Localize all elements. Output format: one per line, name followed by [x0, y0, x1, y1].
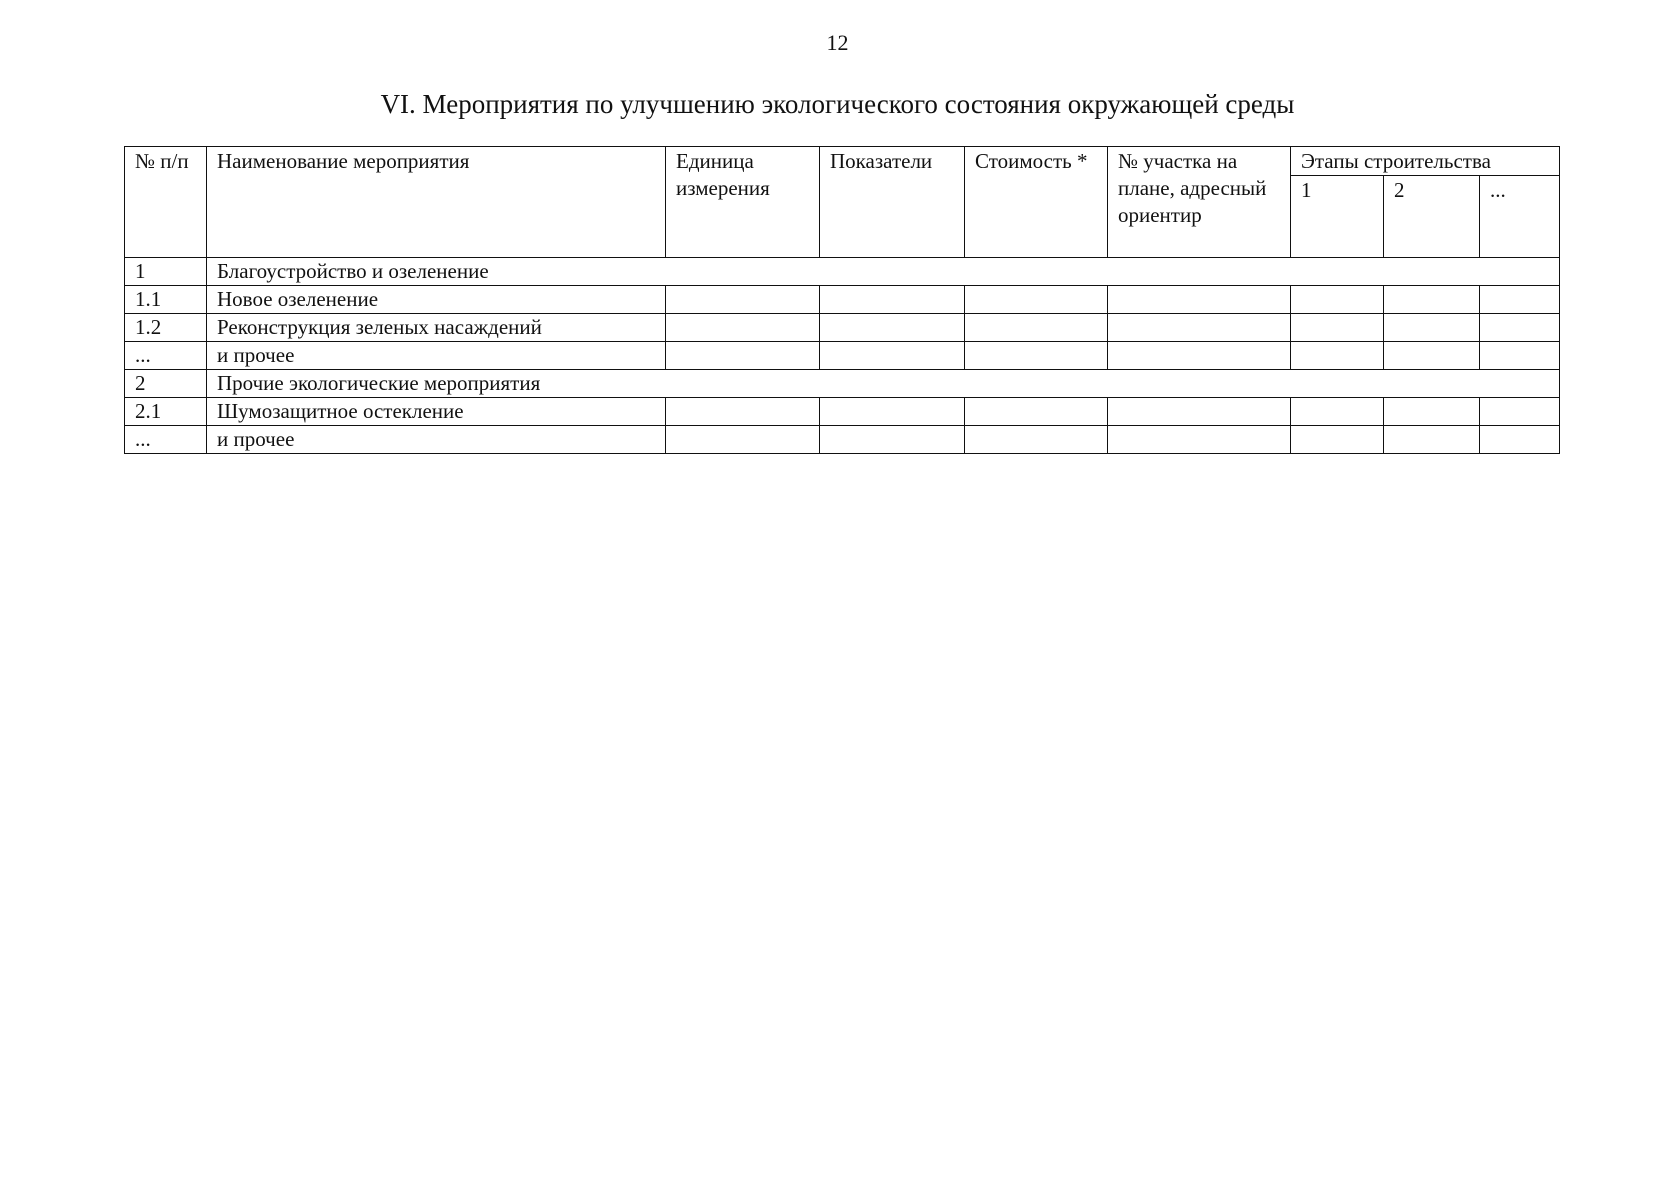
cell-unit	[666, 342, 820, 370]
header-stage-2: 2	[1384, 176, 1480, 258]
cell-plot	[1108, 342, 1291, 370]
table-row	[125, 258, 1560, 286]
cell-stage-1	[1291, 286, 1384, 314]
cell-indicators	[820, 314, 965, 342]
header-num: № п/п	[125, 147, 207, 258]
cell-stage-more	[1480, 286, 1560, 314]
row-name: и прочее	[207, 342, 666, 370]
cell-stage-more	[1480, 426, 1560, 454]
row-num: 2	[125, 370, 207, 398]
cell-stage-2	[1384, 342, 1480, 370]
cell-plot	[1108, 314, 1291, 342]
row-name: Реконструкция зеленых насаждений	[207, 314, 666, 342]
table-row	[125, 286, 1560, 314]
page-number: 12	[826, 30, 849, 55]
page-title: VI. Мероприятия по улучшению экологического состояния окружающей среды	[380, 89, 1295, 119]
cell-plot	[1108, 426, 1291, 454]
row-name: Прочие экологические мероприятия	[207, 370, 1560, 398]
cell-indicators	[820, 286, 965, 314]
table-row	[125, 342, 1560, 370]
table-row	[125, 370, 1560, 398]
row-num: 1	[125, 258, 207, 286]
row-num: ...	[125, 426, 207, 454]
cell-unit	[666, 286, 820, 314]
cell-stage-1	[1291, 342, 1384, 370]
cell-cost	[965, 342, 1108, 370]
cell-stage-1	[1291, 398, 1384, 426]
cell-stage-2	[1384, 426, 1480, 454]
row-name: Благоустройство и озеленение	[207, 258, 1560, 286]
cell-stage-2	[1384, 314, 1480, 342]
table-row	[125, 314, 1560, 342]
header-name: Наименование мероприятия	[207, 147, 666, 258]
header-stage-1: 1	[1291, 176, 1384, 258]
header-plot: № участка на плане, адресный ориентир	[1108, 147, 1291, 258]
cell-stage-more	[1480, 398, 1560, 426]
cell-stage-more	[1480, 342, 1560, 370]
table-body	[125, 258, 1560, 454]
cell-stage-1	[1291, 314, 1384, 342]
header-stage-more: ...	[1480, 176, 1560, 258]
row-num: 2.1	[125, 398, 207, 426]
row-num: 1.1	[125, 286, 207, 314]
cell-plot	[1108, 286, 1291, 314]
cell-cost	[965, 398, 1108, 426]
table-row	[125, 398, 1560, 426]
table-header	[125, 147, 1560, 258]
cell-stage-2	[1384, 286, 1480, 314]
header-cost: Стоимость *	[965, 147, 1108, 258]
row-name: и прочее	[207, 426, 666, 454]
header-unit: Единица измерения	[666, 147, 820, 258]
cell-unit	[666, 398, 820, 426]
cell-cost	[965, 314, 1108, 342]
cell-indicators	[820, 426, 965, 454]
cell-unit	[666, 426, 820, 454]
cell-stage-more	[1480, 314, 1560, 342]
cell-plot	[1108, 398, 1291, 426]
cell-cost	[965, 426, 1108, 454]
cell-indicators	[820, 342, 965, 370]
cell-stage-2	[1384, 398, 1480, 426]
header-stages: Этапы строительства	[1291, 147, 1560, 176]
cell-cost	[965, 286, 1108, 314]
measures-table	[124, 146, 1560, 454]
header-indicators: Показатели	[820, 147, 965, 258]
row-num: ...	[125, 342, 207, 370]
row-name: Новое озеленение	[207, 286, 666, 314]
cell-indicators	[820, 398, 965, 426]
row-num: 1.2	[125, 314, 207, 342]
table-row	[125, 426, 1560, 454]
cell-unit	[666, 314, 820, 342]
cell-stage-1	[1291, 426, 1384, 454]
row-name: Шумозащитное остекление	[207, 398, 666, 426]
